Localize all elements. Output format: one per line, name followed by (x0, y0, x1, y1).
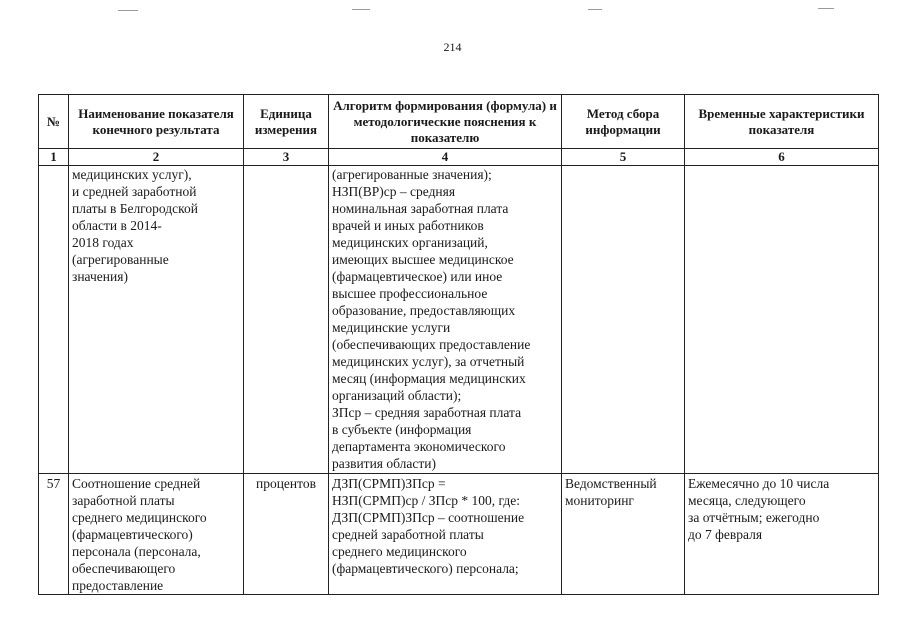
scan-mark (352, 9, 370, 10)
scan-mark (818, 8, 834, 9)
page-number: 214 (443, 40, 462, 54)
column-number: 1 (39, 149, 69, 166)
method-cell (562, 166, 685, 474)
column-number: 5 (562, 149, 685, 166)
column-number: 6 (685, 149, 879, 166)
row-number: 57 (39, 474, 69, 595)
header-row (39, 95, 879, 149)
indicator-name: медицинских услуг), и средней заработной платы в Белгородской области в 2014- 2018 годах (агрегированные значения) (72, 167, 198, 284)
column-number: 3 (244, 149, 329, 166)
column-number-row (39, 149, 879, 166)
algorithm-text: (агрегированные значения); НЗП(ВР)ср – средняя номинальная заработная плата врачей и иных работников медицинских организаций, имеющих высшее медицинское (фармацевтическое) или иное высшее профессиональное образование, предоставляющих медицинские услуги (обеспечивающих предоставление медицинских услуг), за отчетный месяц (информация медицинских организаций области); ЗПср – средняя заработная плата в субъекте (информация департамента экономического развития области) (332, 167, 531, 471)
header-unit: Единица измерения (244, 95, 329, 149)
header-algorithm: Алгоритм формирования (формула) и методологические пояснения к показателю (329, 95, 562, 149)
unit-cell (244, 166, 329, 474)
algorithm-cell (329, 474, 562, 595)
indicator-name: Соотношение средней заработной платы среднего медицинского (фармацевтического) персонала (персонала, обеспечивающего предоставление (72, 476, 207, 593)
unit: процентов (255, 476, 316, 491)
unit-cell (244, 474, 329, 595)
algorithm-text: ДЗП(СРМП)ЗПср = НЗП(СРМП)ср / ЗПср * 100, где: ДЗП(СРМП)ЗПср – соотношение средней заработной платы среднего медицинского (фармацевтического) персонала; (332, 476, 525, 576)
header-number: № (39, 95, 69, 149)
indicator-table (38, 94, 879, 595)
row-number (39, 166, 69, 474)
table-row (39, 166, 879, 474)
header-indicator-name: Наименование показателя конечного результата (69, 95, 244, 149)
scan-mark (118, 10, 138, 11)
header-time-characteristics: Временные характеристики показателя (685, 95, 879, 149)
method: Ведомственный мониторинг (565, 476, 657, 508)
indicator-name-cell (69, 166, 244, 474)
column-number: 4 (329, 149, 562, 166)
header-collection-method: Метод сбора информации (562, 95, 685, 149)
scan-mark (588, 9, 602, 10)
indicator-name-cell (69, 474, 244, 595)
timing-cell (685, 166, 879, 474)
method-cell (562, 474, 685, 595)
table-row (39, 474, 879, 595)
timing: Ежемесячно до 10 числа месяца, следующего за отчётным; ежегодно до 7 февраля (688, 476, 830, 542)
algorithm-cell (329, 166, 562, 474)
timing-cell (685, 474, 879, 595)
column-number: 2 (69, 149, 244, 166)
